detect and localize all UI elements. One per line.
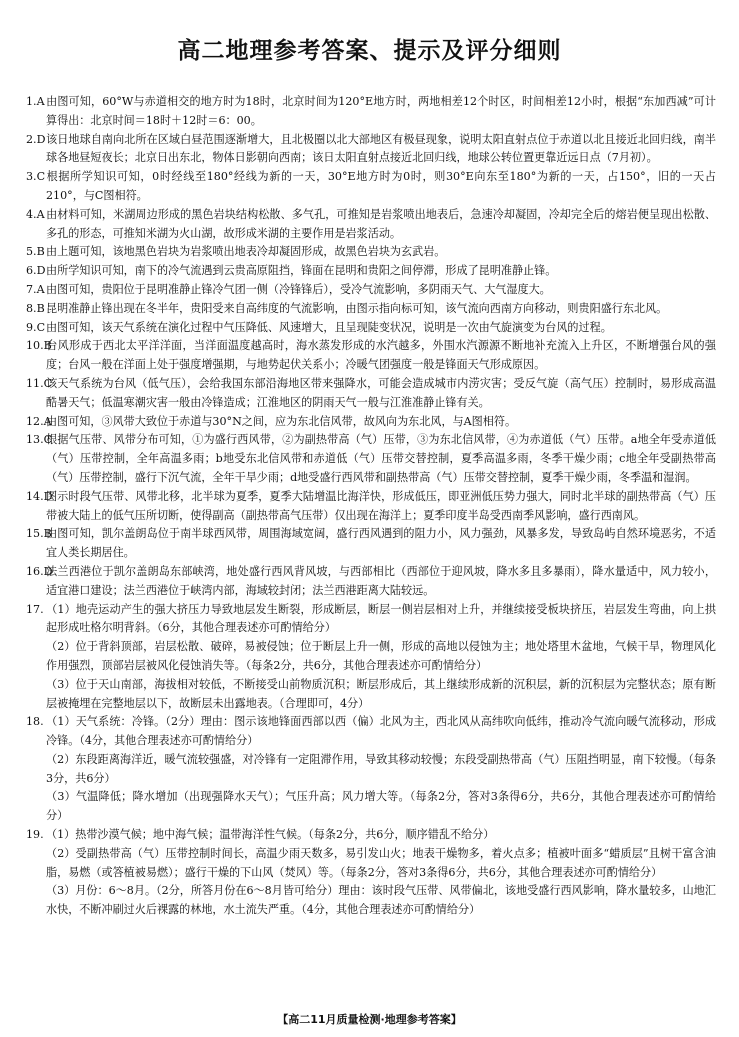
answer-item [26,375,716,413]
answer-item [26,262,716,281]
answer-text: 法兰西港位于凯尔盖朗岛东部峡湾，地处盛行西风背风坡，与西部相比（西部位于迎风坡，降水多且多暴雨），降水量适中，风力较小，适宜港口建设；法兰西港位于峡湾内部，海域较封闭；法兰西港距离大陆较远。 [46,564,716,597]
answer-text: 由图可知，该天气系统在演化过程中气压降低、风速增大，且呈现陡变状况，说明是一次由气旋演变为台风的过程。 [46,320,612,334]
answer-number: 3.C [26,170,46,184]
answer-number: 11.C [26,376,53,390]
answer-text: 由上题可知，该地黑色岩块为岩浆喷出地表冷却凝固形成，故黑色岩块为玄武岩。 [46,245,446,259]
answer-text: 台风形成于西北太平洋洋面，当洋面温度越高时，海水蒸发形成的水汽越多，外围水汽源源不断地补充流入上升区，不断增强台风的强度；台风一般在洋面上处于强度增强期，与地势起伏关系小；冷暖气团强度一般是锋面天气形成原因。 [46,339,716,372]
answer-item [26,300,716,319]
answer-subitem [26,882,716,920]
answer-subitem [26,845,716,883]
answer-item [26,563,716,601]
answer-number: 14.D [26,489,53,503]
answer-text: 由图可知，凯尔盖朗岛位于南半球西风带，周围海域宽阔，盛行西风遇到的阻力小，风力强劲，风暴多发，导致岛屿自然环境恶劣，不适宜人类长期居住。 [46,527,716,560]
answer-item [26,525,716,563]
answer-subitem [26,676,716,714]
page-footer: 【高二11月质量检测·地理参考答案】 [277,1013,462,1026]
answer-text: （1）天气系统：冷锋。（2分）理由：图示该地锋面西部以西（偏）北风为主，西北风从高纬吹向低纬，推动冷气流向暖气流移动，形成冷锋。（4分，其他合理表述亦可酌情给分） [46,715,716,748]
page-title: 高二地理参考答案、提示及评分细则 [177,38,562,64]
answer-text: 该天气系统为台风（低气压），会给我国东部沿海地区带来强降水，可能会造成城市内涝灾害；受反气旋（高气压）控制时，易形成高温酷暑天气；低温寒潮灾害一般由冷锋造成；江淮地区的阴雨天气一般与江淮准静止锋有关。 [46,376,716,409]
answer-text: 由所学知识可知，南下的冷气流遇到云贵高原阻挡，锋面在昆明和贵阳之间停滞，形成了昆明准静止锋。 [46,264,557,278]
answer-list [26,93,716,920]
answer-text: （1）热带沙漠气候；地中海气候；温带海洋性气候。（每条2分，共6分，顺序错乱不给分） [46,828,495,842]
answer-item [26,826,716,845]
answer-item [26,413,716,432]
answer-text: 由图可知，③风带大致位于赤道与30°N之间，应为东北信风带，故风向为东北风，与A图相符。 [46,414,517,428]
answer-subitem [26,788,716,826]
answer-text: 由材料可知，米湖周边形成的黑色岩块结构松散、多气孔，可推知是岩浆喷出地表后，急速冷却凝固，冷却完全后的熔岩便呈现出松散、多孔的形态，可推知米湖为火山湖，故形成米湖的主要作用是岩浆活动。 [46,207,716,240]
answer-number: 15.B [26,527,52,541]
answer-text: 该日地球自南向北所在区域白昼范围逐渐增大，且北极圈以北大部地区有极昼现象，说明太阳直射点位于赤道以北且接近北回归线，南半球各地昼短夜长；北京日出东北，物体日影朝向西南；该日太阳直射点接近北回归线，地球公转位置更靠近远日点（7月初）。 [46,132,716,165]
answer-number: 5.B [26,245,45,259]
answer-subitem [26,638,716,676]
answer-text: 由图可知，贵阳位于昆明准静止锋冷气团一侧（冷锋锋后），受冷气流影响，多阴雨天气、大气湿度大。 [46,282,551,296]
answer-subitem [26,751,716,789]
answer-number: 10.B [26,339,52,353]
answer-number: 17. [26,602,44,616]
answer-number: 2.D [26,132,46,146]
answer-subitem-text: （2）位于背斜顶部，岩层松散、破碎，易被侵蚀；位于断层上升一侧，形成的高地以侵蚀为主；地处塔里木盆地，气候干旱，物理风化作用强烈，顶部岩层被风化侵蚀消失等。（每条2分，共6分，其他合理表述亦可酌情给分） [46,640,716,672]
answer-item [26,337,716,375]
answer-item [26,713,716,751]
answer-item [26,431,716,487]
answer-text: （1）地壳运动产生的强大挤压力导致地层发生断裂，形成断层，断层一侧岩层相对上升，并继续接受板块挤压，岩层发生弯曲，向上拱起形成吐格尔明背斜。（6分，其他合理表述亦可酌情给分） [46,602,716,635]
answer-item [26,488,716,526]
answer-subitem-text: （3）月份：6～8月。（2分，所答月份在6～8月皆可给分）理由：该时段气压带、风带偏北，该地受盛行西风影响，降水量较多，山地汇水快，不断冲刷过火后裸露的林地，水土流失严重。（4分，其他合理表述亦可酌情给分） [46,884,716,917]
answer-item [26,131,716,169]
answer-item [26,206,716,244]
answer-number: 8.B [26,301,45,315]
answer-number: 7.A [26,282,45,296]
answer-number: 6.D [26,264,46,278]
answer-item [26,243,716,262]
answer-text: 昆明准静止锋出现在冬半年，贵阳受来自高纬度的气流影响，由图示指向标可知，该气流向西南方向移动，则贵阳盛行东北风。 [46,301,668,315]
answer-item [26,281,716,300]
answer-number: 13.C [26,433,53,447]
answer-number: 9.C [26,320,46,334]
answer-subitem-text: （2）东段距离海洋近，暖气流较强盛，对冷锋有一定阻滞作用，导致其移动较慢；东段受副热带高（气）压阻挡明显，南下较慢。（每条3分，共6分） [46,752,716,785]
answer-item [26,93,716,131]
answer-number: 4.A [26,207,45,221]
answer-subitem-text: （3）位于天山南部，海拔相对较低，不断接受山前物质沉积；断层形成后，其上继续形成新的沉积层，新的沉积层为完整状态；原有断层被掩埋在完整地层以下，故断层未出露地表。（合理即可，4分） [46,677,716,710]
answer-number: 18. [26,715,44,729]
answer-text: 根据所学知识可知，0时经线至180°经线为新的一天，30°E地方时为0时，则30°E向东至180°为新的一天，占150°，旧的一天占210°，与C图相符。 [46,170,716,202]
answer-number: 1.A [26,95,45,108]
answer-subitem-text: （3）气温降低；降水增加（出现强降水天气）；气压升高；风力增大等。（每条2分，答对3条得6分，共6分，其他合理表述亦可酌情给分） [46,790,716,823]
answer-item [26,319,716,338]
answer-item [26,168,716,206]
answer-item [26,601,716,639]
answer-text: 图示时段气压带、风带北移，北半球为夏季，夏季大陆增温比海洋快，形成低压，即亚洲低压势力强大，同时北半球的副热带高（气）压带被大陆上的低气压所切断，使得副高（副热带高气压带）仅出现在海洋上；夏季印度半岛受西南季风影响，盛行西南风。 [46,489,716,522]
answer-text: 根据气压带、风带分布可知，①为盛行西风带，②为副热带高（气）压带，③为东北信风带，④为赤道低（气）压带。a地全年受赤道低（气）压带控制，全年高温多雨；b地受东北信风带和赤道低（气）压带交替控制，夏季高温多雨，冬季干燥少雨；c地全年受副热带高（气）压带控制，盛行下沉气流，全年干旱少雨；d地受盛行西风带和副热带高（气）压带交替控制，夏季干燥少雨，冬季温和湿润。 [46,433,716,484]
answer-text: 由图可知，60°W与赤道相交的地方时为18时，北京时间为120°E地方时，两地相差12个时区，时间相差12小时，根据“东加西减”可计算得出：北京时间＝18时＋12时＝6：00。 [46,95,716,127]
answer-number: 12.A [26,414,52,428]
answer-subitem-text: （2）受副热带高（气）压带控制时间长，高温少雨天数多，易引发山火；地表干燥物多，着火点多；植被叶面多“蜡质层”且树干富含油脂，易燃（或答植被易燃）；盛行干燥的下山风（焚风）等。（每条2分，答对3条得6分，共6分，其他合理表述亦可酌情给分） [46,846,716,879]
answer-number: 19. [26,828,44,842]
answer-number: 16.D [26,564,53,578]
